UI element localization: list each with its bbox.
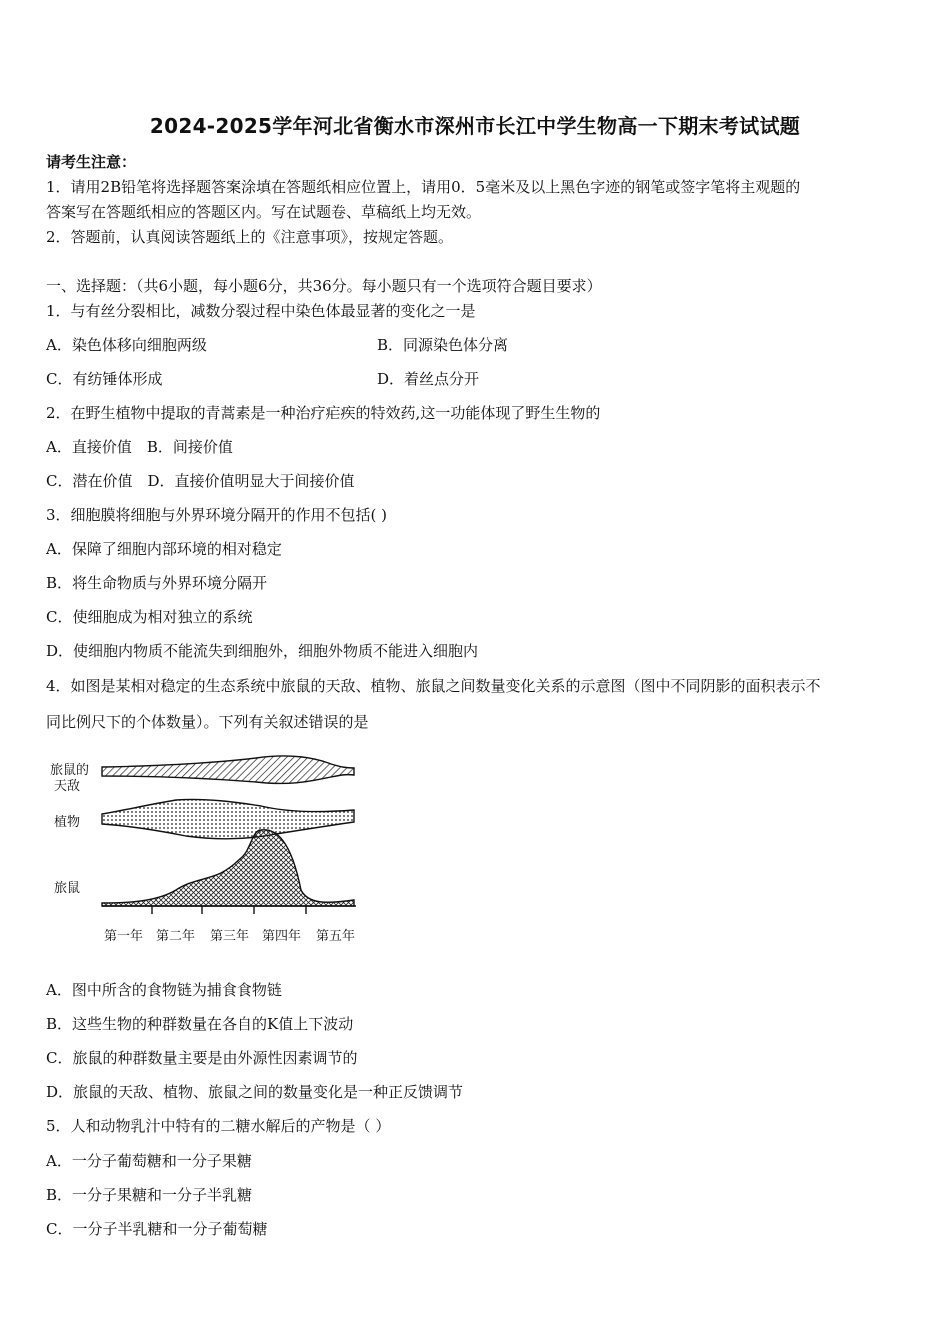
- year-label-5: 第五年: [316, 929, 356, 944]
- question-2-stem: 2．在野生植物中提取的青蒿素是一种治疗疟疾的特效药,这一功能体现了野生生物的: [46, 404, 601, 422]
- population-diagram: [46, 750, 376, 950]
- question-5-option-b: B．一分子果糖和一分子半乳糖: [46, 1186, 253, 1204]
- enemy-band: [102, 756, 354, 784]
- question-5-stem: 5．人和动物乳汁中特有的二糖水解后的产物是（ ）: [46, 1117, 391, 1135]
- question-5-option-c: C．一分子半乳糖和一分子葡萄糖: [46, 1220, 268, 1238]
- label-lemming: 旅鼠: [54, 881, 81, 896]
- question-1-option-c: C．有纺锤体形成: [46, 370, 163, 388]
- question-1-option-b: B．同源染色体分离: [377, 336, 509, 354]
- question-3-option-c: C．使细胞成为相对独立的系统: [46, 608, 253, 626]
- label-plant: 植物: [54, 815, 81, 830]
- notice-heading: 请考生注意：: [46, 153, 137, 171]
- question-1-stem: 1．与有丝分裂相比，减数分裂过程中染色体最显著的变化之一是: [46, 302, 476, 320]
- question-2-options-ab: A．直接价值 B．间接价值: [46, 438, 233, 456]
- question-1-option-d: D．着丝点分开: [377, 370, 480, 388]
- question-3-option-a: A．保障了细胞内部环境的相对稳定: [46, 540, 282, 558]
- label-enemy-line-1: 旅鼠的: [50, 763, 90, 778]
- question-3-option-d: D．使细胞内物质不能流失到细胞外，细胞外物质不能进入细胞内: [46, 642, 479, 660]
- question-4-option-b: B．这些生物的种群数量在各自的K值上下波动: [46, 1015, 354, 1033]
- label-enemy-line-2: 天敌: [54, 779, 81, 794]
- year-label-3: 第三年: [210, 929, 250, 944]
- question-2-options-cd: C．潜在价值 D．直接价值明显大于间接价值: [46, 472, 355, 490]
- page-title: 2024-2025学年河北省衡水市深州市长江中学生物高一下期末考试试题: [149, 114, 801, 138]
- year-label-1: 第一年: [104, 929, 144, 944]
- year-label-2: 第二年: [156, 929, 196, 944]
- notice-item-1-line-1: 1．请用2B铅笔将选择题答案涂填在答题纸相应位置上，请用0．5毫米及以上黑色字迹的钢笔或签字笔将主观题的: [46, 178, 801, 196]
- section-heading: 一、选择题：（共6小题，每小题6分，共36分。每小题只有一个选项符合题目要求）: [46, 277, 602, 295]
- question-1-option-a: A．染色体移向细胞两级: [46, 336, 207, 354]
- question-4-option-c: C．旅鼠的种群数量主要是由外源性因素调节的: [46, 1049, 358, 1067]
- year-label-4: 第四年: [262, 929, 302, 944]
- lemming-area: [102, 830, 354, 906]
- question-4-option-a: A．图中所含的食物链为捕食食物链: [46, 981, 282, 999]
- plant-band: [102, 799, 354, 838]
- question-4-stem-line-2: 同比例尺下的个体数量）。下列有关叙述错误的是: [46, 713, 369, 731]
- question-5-option-a: A．一分子葡萄糖和一分子果糖: [46, 1152, 252, 1170]
- notice-item-2: 2．答题前，认真阅读答题纸上的《注意事项》，按规定答题。: [46, 228, 454, 246]
- question-4-stem-line-1: 4．如图是某相对稳定的生态系统中旅鼠的天敌、植物、旅鼠之间数量变化关系的示意图（图中不同阴影的面积表示不: [46, 677, 821, 695]
- question-3-stem: 3．细胞膜将细胞与外界环境分隔开的作用不包括( ): [46, 506, 388, 524]
- question-4-option-d: D．旅鼠的天敌、植物、旅鼠之间的数量变化是一种正反馈调节: [46, 1083, 464, 1101]
- notice-item-1-line-2: 答案写在答题纸相应的答题区内。写在试题卷、草稿纸上均无效。: [46, 203, 482, 221]
- population-figure: [46, 750, 376, 950]
- question-3-option-b: B．将生命物质与外界环境分隔开: [46, 574, 268, 592]
